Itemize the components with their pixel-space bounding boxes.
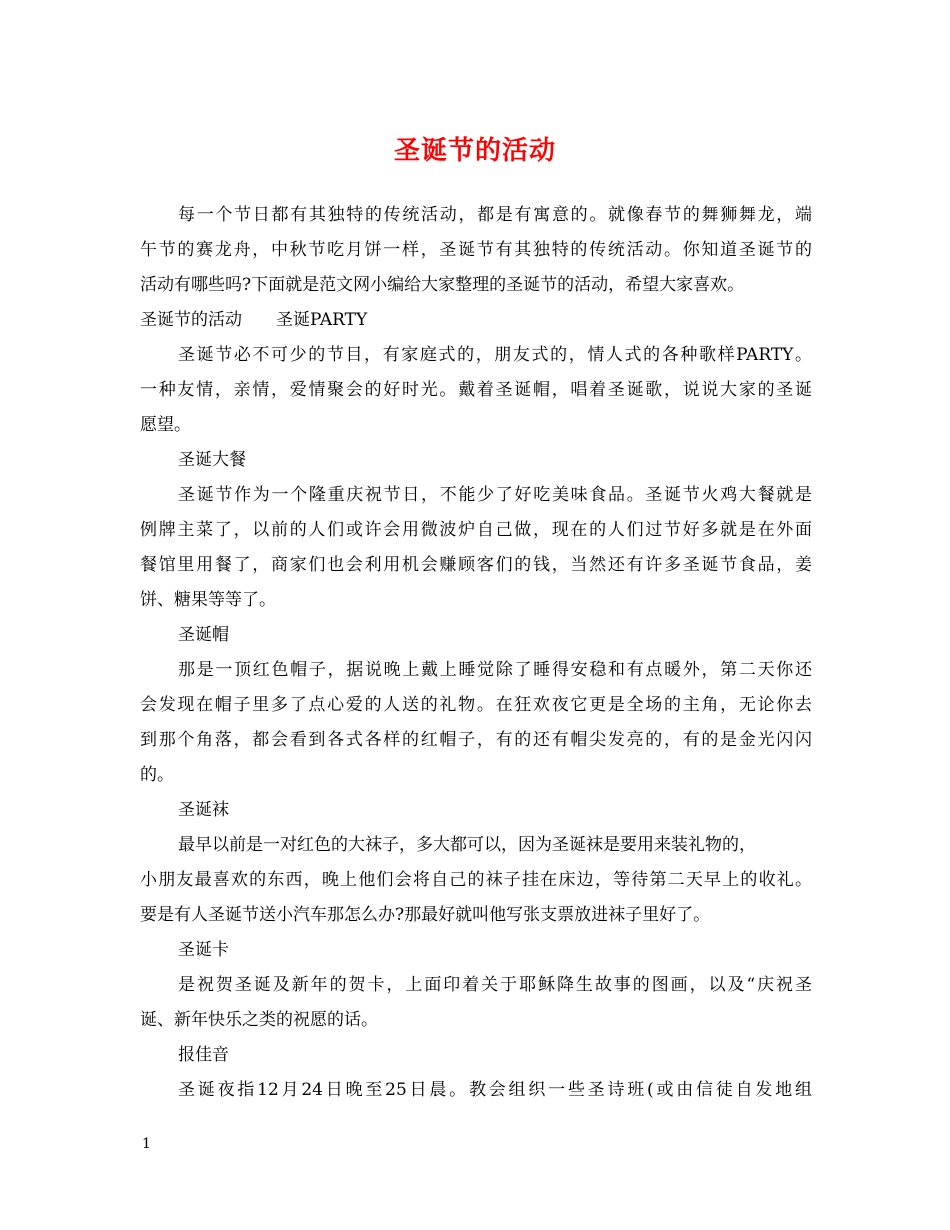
paragraph-line: 餐馆里用餐了，商家们也会利用机会赚顾客们的钱，当然还有许多圣诞节食品，姜 xyxy=(140,555,812,575)
paragraph-line: 饼、糖果等等了。 xyxy=(140,590,276,610)
paragraph-line: 例牌主菜了，以前的人们或许会用微波炉自己做，现在的人们过节好多就是在外面 xyxy=(140,520,812,540)
paragraph-line: 的。 xyxy=(140,765,174,785)
paragraph-line: 每一个节日都有其独特的传统活动，都是有寓意的。就像春节的舞狮舞龙，端 xyxy=(178,205,812,225)
paragraph-line: 到那个角落，都会看到各式各样的红帽子，有的还有帽尖发亮的，有的是金光闪闪 xyxy=(140,730,812,750)
paragraph-line: 活动有哪些吗?下面就是范文网小编给大家整理的圣诞节的活动，希望大家喜欢。 xyxy=(140,275,745,295)
paragraph-line: 要是有人圣诞节送小汽车那怎么办?那最好就叫他写张支票放进袜子里好了。 xyxy=(140,905,711,925)
section-heading-line: 圣诞节的活动 圣诞PARTY xyxy=(140,310,368,330)
paragraph-line: 会发现在帽子里多了点心爱的人送的礼物。在狂欢夜它更是全场的主角，无论你去 xyxy=(140,695,812,715)
paragraph-line: 最早以前是一对红色的大袜子，多大都可以，因为圣诞袜是要用来装礼物的， xyxy=(178,835,756,855)
paragraph-line: 圣诞节必不可少的节目，有家庭式的，朋友式的，情人式的各种歌样PARTY。 xyxy=(178,345,812,365)
paragraph-line: 愿望。 xyxy=(140,415,191,435)
section-heading: 圣诞帽 xyxy=(178,625,229,645)
section-heading: 圣诞袜 xyxy=(178,800,229,820)
paragraph-line: 小朋友最喜欢的东西，晚上他们会将自己的袜子挂在床边，等待第二天早上的收礼。 xyxy=(140,870,812,890)
section-heading: 圣诞大餐 xyxy=(178,450,246,470)
page-number: 1 xyxy=(142,1136,151,1152)
paragraph-line: 圣诞节作为一个隆重庆祝节日，不能少了好吃美味食品。圣诞节火鸡大餐就是 xyxy=(178,485,812,505)
paragraph-line: 午节的赛龙舟，中秋节吃月饼一样，圣诞节有其独特的传统活动。你知道圣诞节的 xyxy=(140,240,812,260)
paragraph-line: 是祝贺圣诞及新年的贺卡，上面印着关于耶稣降生故事的图画，以及“庆祝圣 xyxy=(178,975,812,995)
document-body xyxy=(140,198,812,1108)
paragraph-line: 诞、新年快乐之类的祝愿的话。 xyxy=(140,1010,378,1030)
paragraph-line: 那是一顶红色帽子，据说晚上戴上睡觉除了睡得安稳和有点暖外，第二天你还 xyxy=(178,660,812,680)
paragraph-line: 一种友情，亲情，爱情聚会的好时光。戴着圣诞帽，唱着圣诞歌，说说大家的圣诞 xyxy=(140,380,812,400)
paragraph-line: 圣诞夜指12月24日晚至25日晨。教会组织一些圣诗班(或由信徒自发地组 xyxy=(178,1080,812,1100)
section-heading: 圣诞卡 xyxy=(178,940,229,960)
section-heading: 报佳音 xyxy=(178,1045,229,1065)
document-title: 圣诞节的活动 xyxy=(393,136,556,166)
